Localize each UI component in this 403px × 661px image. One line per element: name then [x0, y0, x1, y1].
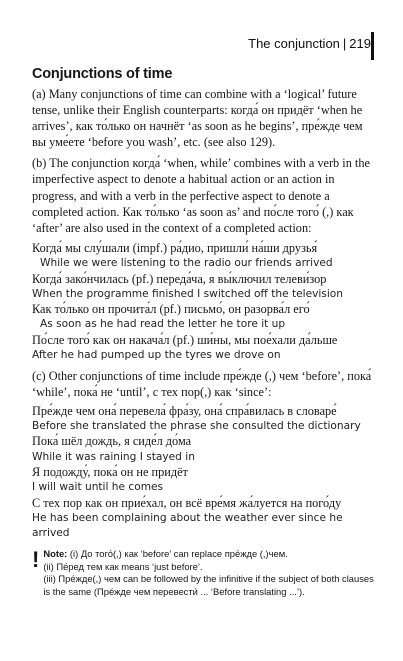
example-english: While it was raining I stayed in	[32, 450, 195, 463]
section-title: Conjunctions of time	[32, 66, 173, 82]
example-item	[32, 240, 377, 271]
example-item	[32, 464, 377, 495]
example-english: I will wait until he comes	[32, 481, 164, 494]
example-russian: Я подожду́, пока́ он не придёт	[32, 465, 188, 480]
example-item	[32, 433, 377, 464]
note-label: Note:	[43, 548, 68, 560]
header-separator: |	[342, 35, 347, 51]
example-english: After he had pumped up the tyres we drove on	[32, 349, 281, 361]
running-head: The conjunction	[248, 35, 340, 51]
example-russian: Пока́ шёл дождь, я сиде́л до́ма	[32, 434, 192, 449]
note-line-2: (ii) Пе́ред тем как means ‘just before’.	[43, 560, 203, 572]
examples-b-list	[32, 240, 377, 363]
page-content	[32, 66, 377, 599]
examples-c-list	[32, 403, 377, 540]
example-russian: По́сле того́ как он накача́л (pf.) ши́ны, мы пое́хали да́льше	[32, 332, 338, 347]
exclamation-icon: !	[32, 547, 40, 573]
example-english: He has been complaining about the weather ever since he arrived	[32, 511, 343, 539]
example-english: Before she translated the phrase she consulted the dictionary	[32, 419, 361, 432]
example-english: As soon as he had read the letter he tore it up	[40, 318, 286, 331]
note-line-1: Note: (i) До того́(,) как ‘before’ can replace пре́жде (,)чем.	[43, 548, 288, 560]
example-item	[32, 332, 377, 363]
example-russian: Как то́лько он прочита́л (pf.) письмо́, он разорва́л его́	[32, 302, 310, 317]
note-box	[32, 548, 377, 598]
example-russian: Когда́ мы слу́шали (impf.) ра́дио, пришли́ на́ши друзья́	[32, 240, 318, 255]
example-item	[32, 301, 377, 332]
paragraph-c: (c) Other conjunctions of time include пре́жде (,) чем ‘before’, пока́ ‘while’, пока́ не ‘until’, с тех пор(,) как ‘since’:	[32, 368, 372, 399]
header-rule	[371, 32, 374, 60]
example-english: While we were listening to the radio our friends arrived	[40, 256, 333, 269]
note-line-3: (iii) Пре́жде(,) чем can be followed by the infinitive if the subject of both clauses is the same (Пре́жде чем перевести́ ... ‘Before translating ...’).	[43, 573, 374, 597]
example-item	[32, 403, 377, 434]
example-item	[32, 495, 377, 540]
example-english: When the programme finished I switched off the television	[32, 287, 343, 300]
example-russian: Когда́ зако́нчилась (pf.) переда́ча, я вы́ключил телеви́зор	[32, 271, 327, 286]
note-body	[39, 548, 377, 598]
paragraph-b: (b) The conjunction когда́ ‘when, while’ combines with a verb in the imperfective aspect to denote a habitual action or an action in progress, and with a verb in the perfective aspect to denote a completed action. Как то́лько ‘as soon as’ and по́сле того́ (,) как ‘after’ are also used in the context of a completed action:	[32, 156, 370, 235]
example-item	[32, 271, 377, 302]
paragraph-a: (a) Many conjunctions of time can combine with a ‘logical’ future tense, unlike their English counterparts: когда́ он придёт ‘when he arrives’, как то́лько он начнёт ‘as soon as he begins’, пре́жде чем вы уме́ете ‘before you wash’, etc. (see also 129).	[32, 87, 363, 150]
example-russian: Пре́жде чем она́ перевела́ фра́зу, она́ спра́вилась в словаре́	[32, 403, 337, 418]
example-russian: С тех пор как он прие́хал, он всё вре́мя жа́луется на пого́ду	[32, 495, 342, 510]
page-header	[0, 32, 371, 54]
page-number: 219	[349, 35, 371, 51]
